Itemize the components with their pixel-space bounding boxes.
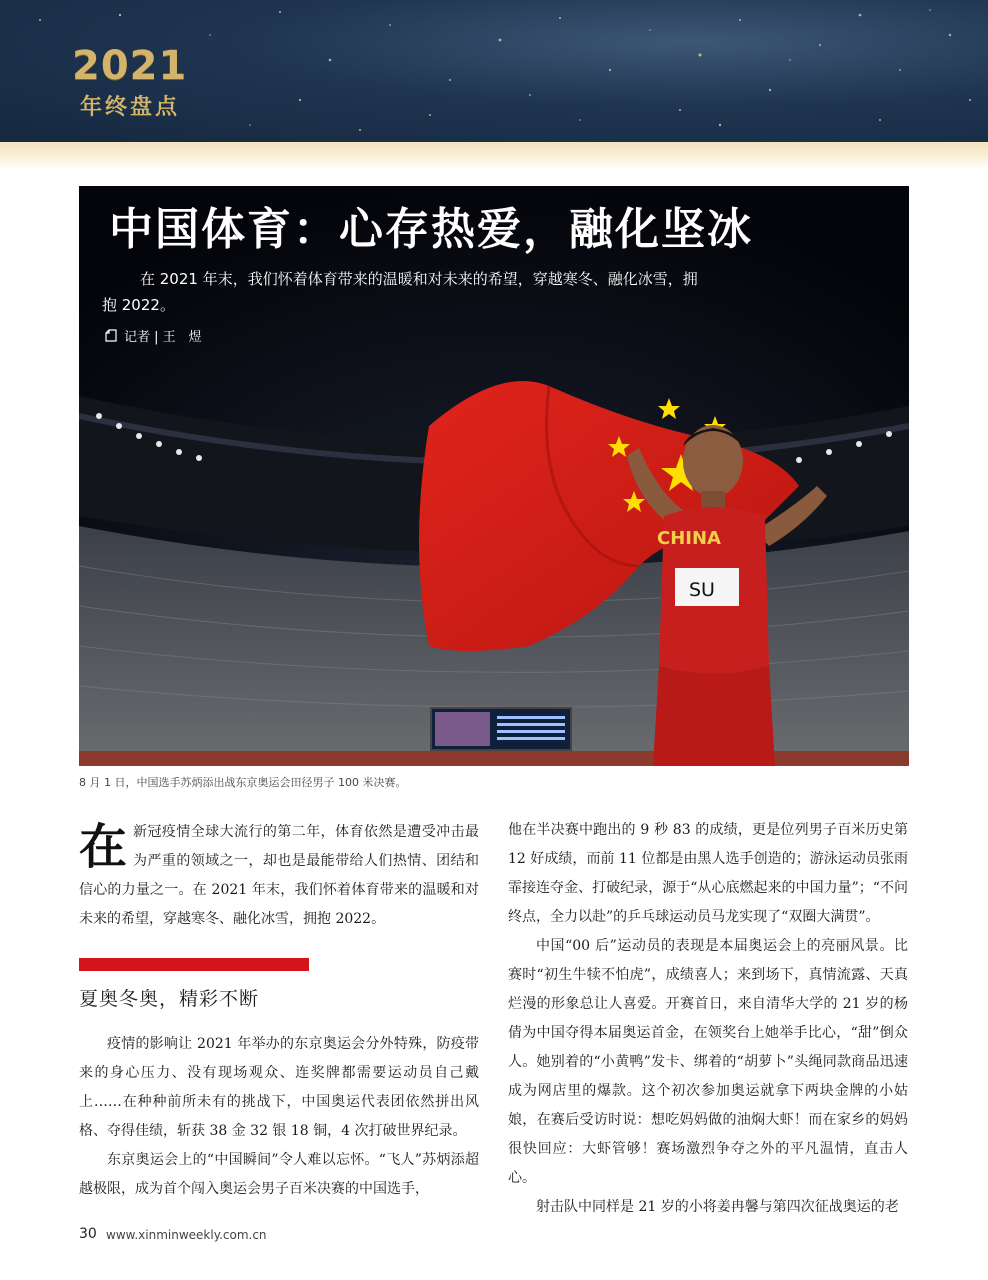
brand-year: 2021 — [72, 43, 188, 89]
left-column-body — [79, 1030, 479, 1204]
pen-icon — [104, 329, 118, 343]
jersey-country-text: CHINA — [657, 528, 721, 549]
hero-photo — [79, 186, 909, 766]
dropcap: 在 — [79, 819, 128, 875]
right-column-body — [508, 816, 908, 1222]
header-band — [0, 0, 988, 142]
website-url: www.xinminweekly.com.cn — [106, 1228, 267, 1242]
section-heading: 夏奥冬奥，精彩不断 — [79, 988, 260, 1010]
body-paragraph: 疫情的影响让 2021 年举办的东京奥运会分外特殊，防疫带来的身心压力、没有现场观众、连奖牌都需要运动员自己戴上……在种种前所未有的挑战下，中国奥运代表团依然拼出风格、夺得佳绩，斩获 38 金 32 银 18 铜，4 次打破世界纪录。 — [79, 1036, 479, 1139]
bib-text: SU — [689, 579, 715, 601]
byline — [104, 326, 202, 345]
header-fade — [0, 142, 988, 170]
article-lead: 在 2021 年末，我们怀着体育带来的温暖和对未来的希望，穿越寒冬、融化冰雪，拥抱 2022。 — [102, 270, 698, 314]
section-accent-bar — [79, 958, 309, 971]
photo-caption: 8 月 1 日，中国选手苏炳添出战东京奥运会田径男子 100 米决赛。 — [79, 776, 407, 789]
intro-paragraph — [79, 818, 479, 934]
body-paragraph: 射击队中同样是 21 岁的小将姜冉馨与第四次征战奥运的老 — [536, 1199, 899, 1215]
byline-text: 记者 | 王 煜 — [124, 330, 202, 345]
body-paragraph: 中国“00 后”运动员的表现是本届奥运会上的亮丽风景。比赛时“初生牛犊不怕虎”，成绩喜人；来到场下，真情流露、天真烂漫的形象总让人喜爱。开赛首日，来自清华大学的 21 岁的杨倩为中国夺得本届奥运首金，在领奖台上她举手比心，“甜”倒众人。她别着的“小黄鸭”发卡、绑着的“胡萝卜”头绳同款商品迅速成为网店里的爆款。这个初次参加奥运就拿下两块金牌的小姑娘，在赛后受访时说：想吃妈妈做的油焖大虾！而在家乡的妈妈很快回应：大虾管够！赛场激烈争夺之外的平凡温情，直击人心。 — [508, 938, 908, 1186]
intro-text: 新冠疫情全球大流行的第二年，体育依然是遭受冲击最为严重的领域之一，却也是最能带给人们热情、团结和信心的力量之一。在 2021 年末，我们怀着体育带来的温暖和对未来的希望，穿越寒冬、融化冰雪，拥抱 2022。 — [79, 824, 479, 927]
body-paragraph: 东京奥运会上的“中国瞬间”令人难以忘怀。“飞人”苏炳添超越极限，成为首个闯入奥运会男子百米决赛的中国选手， — [79, 1152, 479, 1197]
body-paragraph-continued: 他在半决赛中跑出的 9 秒 83 的成绩，更是位列男子百米历史第 12 好成绩，而前 11 位都是由黑人选手创造的；游泳运动员张雨霏接连夺金、打破纪录，源于“从心底燃起来的中国力量”；“不问终点，全力以赴”的乒乓球运动员马龙实现了“双圈大满贯”。 — [508, 822, 908, 925]
page-number: 30 — [79, 1226, 97, 1242]
brand-subtitle: 年终盘点 — [80, 94, 181, 120]
article-title: 中国体育：心存热爱，融化坚冰 — [109, 204, 753, 255]
